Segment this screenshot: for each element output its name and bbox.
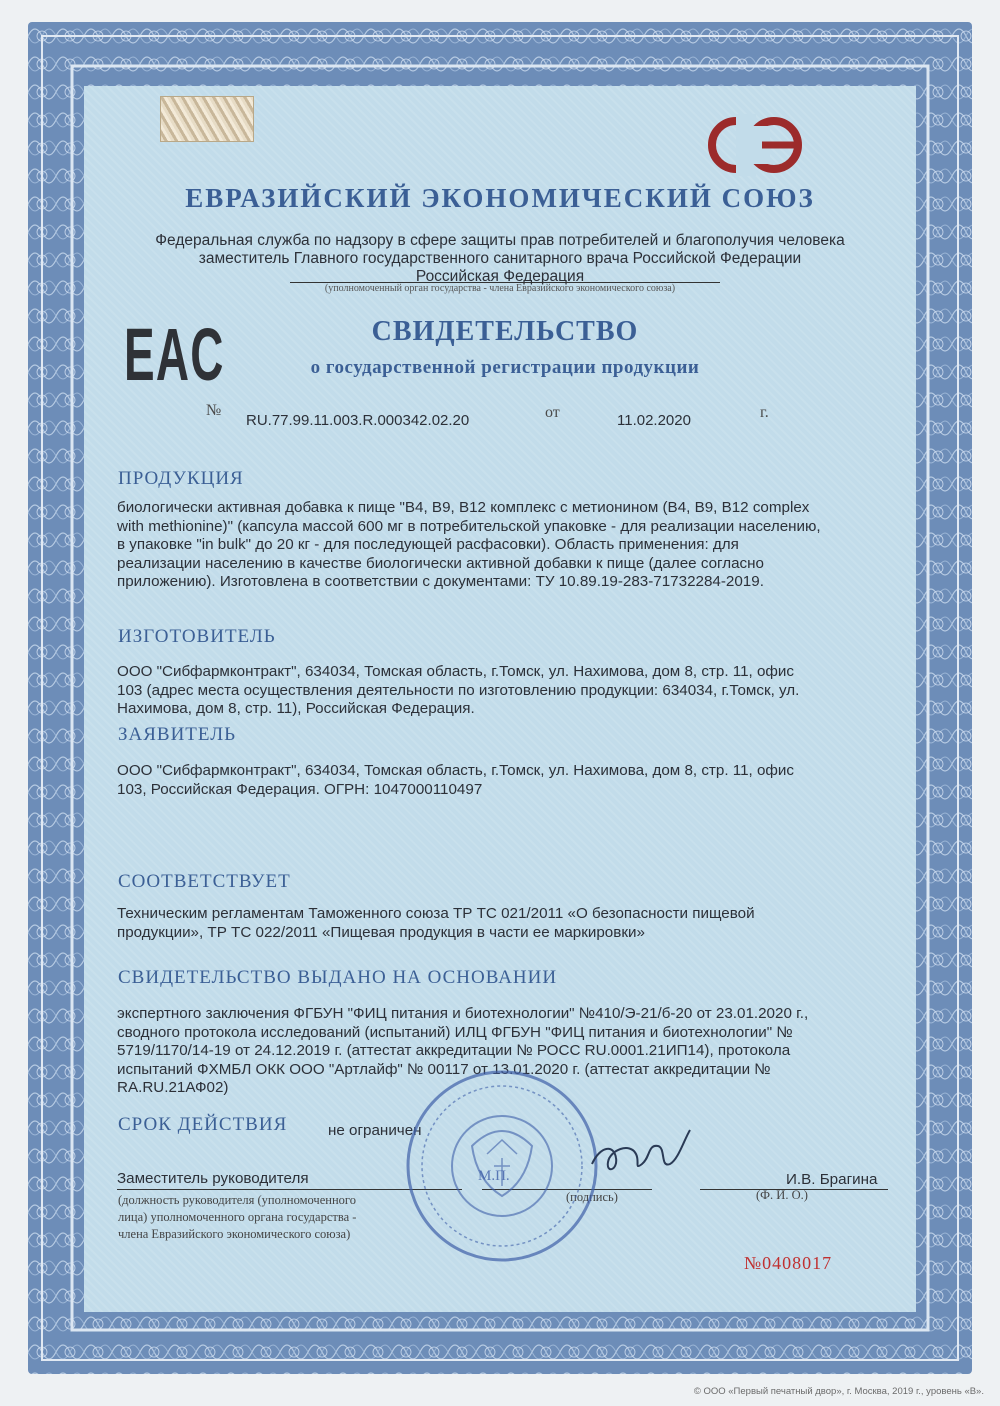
conformity-text [117,905,755,942]
seal-mp-label: М.П. [478,1168,510,1184]
position-note [118,1192,356,1243]
certificate-subtitle: о государственной регистрации продукции [310,357,700,378]
agency-note: (уполномоченный орган государства - члена Евразийского экономического союза) [324,283,676,294]
registration-date: 11.02.2020 [617,412,691,429]
applicant-heading: ЗАЯВИТЕЛЬ [118,724,237,745]
validity-value: не ограничен [328,1122,422,1139]
text-line: приложению). Изготовлена в соответствии с документами: ТУ 10.89.19-283-71732284-2019. [117,573,764,591]
number-label: № [206,402,222,419]
note-line: члена Евразийского экономического союза) [118,1227,351,1241]
text-line: 5719/1170/14-19 от 24.12.2019 г. (аттестат аккредитации № РОСС RU.0001.21ИП14), протокола [117,1042,791,1060]
year-suffix: г. [760,404,769,421]
name-note: (Ф. И. О.) [756,1188,808,1202]
registration-number: RU.77.99.11.003.R.000342.02.20 [246,412,470,429]
text-line: 103, Российская Федерация. ОГРН: 1047000110497 [117,780,483,798]
applicant-text [117,762,794,799]
signatory-name: И.В. Брагина [786,1171,878,1188]
note-line: (должность руководителя (уполномоченного [118,1193,356,1207]
text-line: RA.RU.21АФ02) [117,1079,229,1097]
text-line: Техническим регламентам Таможенного союза ТР ТС 021/2011 «О безопасности пищевой [117,905,755,922]
union-title: ЕВРАЗИЙСКИЙ ЭКОНОМИЧЕСКИЙ СОЮЗ [185,183,815,213]
text-line: экспертного заключения ФГБУН "ФИЦ питания и биотехнологии" №410/Э-21/б-20 от 23.01.2020 г., [117,1005,809,1022]
manufacturer-text [117,663,799,719]
signature-note: (подпись) [566,1190,618,1204]
date-from-label: от [545,404,560,421]
blank-serial-number: №0408017 [744,1253,833,1273]
text-line: в упаковке "in bulk" до 20 кг - для последующей расфасовки). Область применения: для [117,536,739,554]
hologram-sticker [160,96,254,142]
certificate-title: СВИДЕТЕЛЬСТВО [371,316,639,347]
agency-line: Федеральная служба по надзору в сфере защиты прав потребителей и благополучия человека [155,232,845,249]
agency-line: заместитель Главного государственного санитарного врача Российской Федерации [198,250,802,267]
printer-footer: © ООО «Первый печатный двор», г. Москва, 2019 г., уровень «В». [693,1386,984,1397]
product-heading: ПРОДУКЦИЯ [118,468,244,489]
text-line: испытаний ФХМБЛ ОКК ООО "Артлайф" № 00117 от 13.01.2020 г. (аттестат аккредитации № [117,1060,771,1078]
product-text [117,499,821,592]
sanitary-service-logo-icon [706,114,806,176]
text-line: ООО "Сибфармконтракт", 634034, Томская область, г.Томск, ул. Нахимова, дом 8, стр. 11, офис [117,762,794,779]
text-line: 103 (адрес места осуществления деятельности по изготовлению продукции: 634034, г.Томск, ул. [117,681,800,699]
manufacturer-heading: ИЗГОТОВИТЕЛЬ [118,626,276,647]
text-line: ООО "Сибфармконтракт", 634034, Томская область, г.Томск, ул. Нахимова, дом 8, стр. 11, офис [117,663,794,680]
issuing-agency [100,232,900,286]
validity-heading: СРОК ДЕЙСТВИЯ [118,1114,288,1135]
official-seal-icon [402,1066,602,1266]
text-line: реализации населению в качестве биологически активной добавки к пище (далее согласно [117,554,764,572]
text-line: продукции», ТР ТС 022/2011 «Пищевая продукция в части ее маркировки» [117,923,645,941]
agency-line: Российская Федерация [415,268,585,285]
text-line: with methionine)" (капсула массой 600 мг в потребительской упаковке - для реализации населению, [117,517,821,535]
text-line: Нахимова, дом 8, стр. 11), Российская Федерация. [117,700,475,718]
note-line: лица) уполномоченного органа государства - [118,1210,357,1224]
eac-logo: EAC [124,313,225,396]
text-line: сводного протокола исследований (испытаний) ИЛЦ ФГБУН "ФИЦ питания и биотехнологии" № [117,1023,793,1041]
signatory-position: Заместитель руководителя [117,1170,309,1187]
handwritten-signature-icon [586,1124,696,1184]
text-line: биологически активная добавка к пище "В4, В9, В12 комплекс с метионином (В4, В9, В12 complex [117,499,810,516]
basis-heading: СВИДЕТЕЛЬСТВО ВЫДАНО НА ОСНОВАНИИ [118,967,558,988]
conformity-heading: СООТВЕТСТВУЕТ [118,871,291,892]
